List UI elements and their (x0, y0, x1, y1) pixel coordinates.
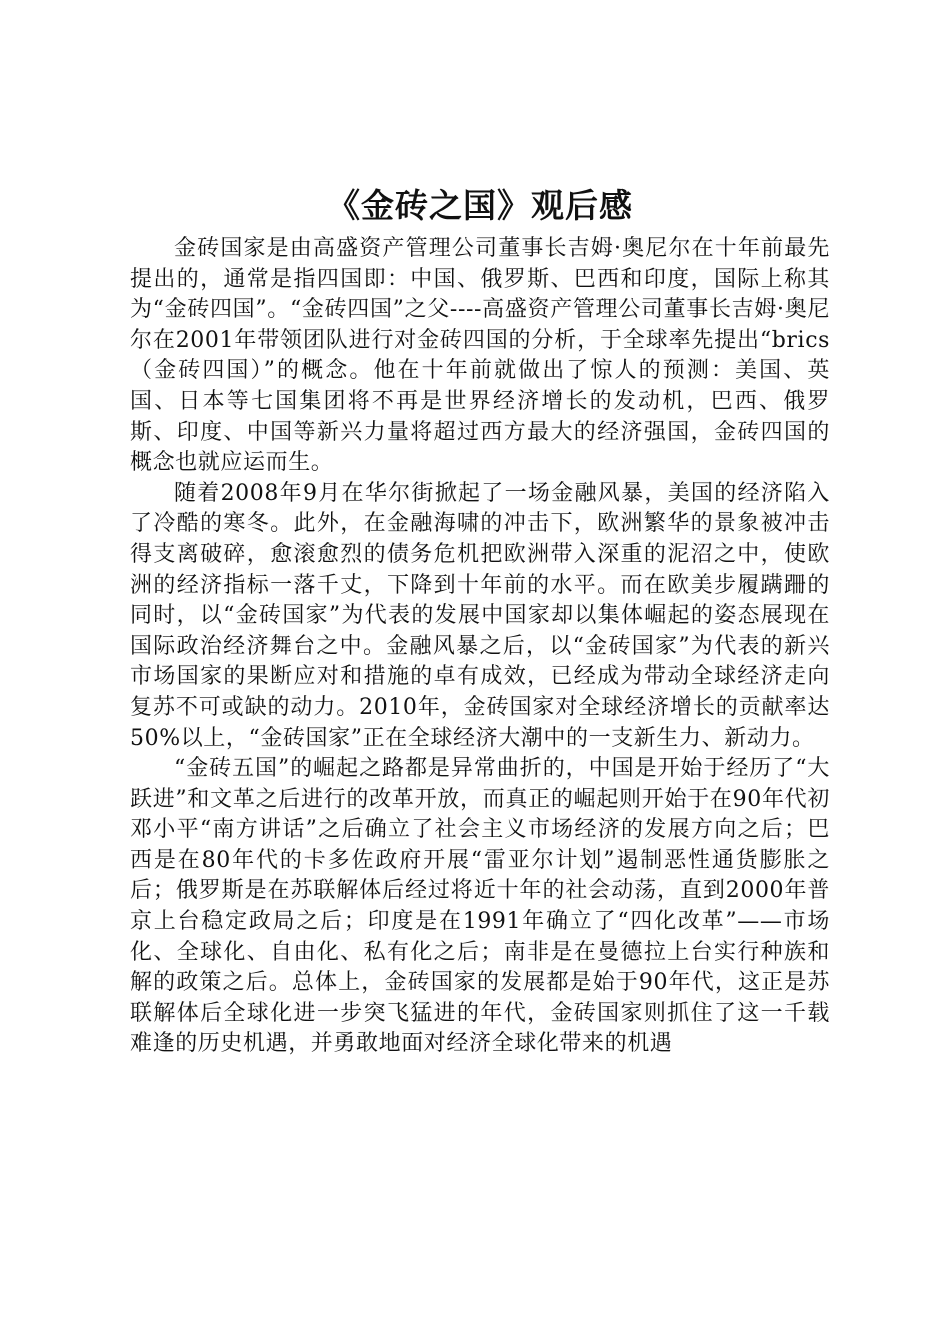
paragraph-2: 随着2008年9月在华尔街掀起了一场金融风暴，美国的经济陷入了冷酷的寒冬。此外，在金融海啸的冲击下，欧洲繁华的景象被冲击得支离破碎，愈滚愈烈的债务危机把欧洲带入深重的泥沼之中，使欧洲的经济指标一落千丈，下降到十年前的水平。而在欧美步履蹒跚的同时，以“金砖国家”为代表的发展中国家却以集体崛起的姿态展现在国际政治经济舞台之中。金融风暴之后，以“金砖国家”为代表的新兴市场国家的果断应对和措施的卓有成效，已经成为带动全球经济走向复苏不可或缺的动力。2010年，金砖国家对全球经济增长的贡献率达50%以上，“金砖国家”正在全球经济大潮中的一支新生力、新动力。 (130, 480, 830, 751)
paragraph-3: “金砖五国”的崛起之路都是异常曲折的，中国是开始于经历了“大跃进”和文革之后进行的改革开放，而真正的崛起则开始于在90年代初邓小平“南方讲话”之后确立了社会主义市场经济的发展方向之后；巴西是在80年代的卡多佐政府开展“雷亚尔计划”遏制恶性通货膨胀之后；俄罗斯是在苏联解体后经过将近十年的社会动荡，直到2000年普京上台稳定政局之后；印度是在1991年确立了“四化改革”——市场化、全球化、自由化、私有化之后；南非是在曼德拉上台实行种族和解的政策之后。总体上，金砖国家的发展都是始于90年代，这正是苏联解体后全球化进一步突飞猛进的年代，金砖国家则抓住了这一千载难逢的历史机遇，并勇敢地面对经济全球化带来的机遇 (130, 756, 830, 1057)
document-page (130, 178, 830, 1060)
paragraph-1: 金砖国家是由高盛资产管理公司董事长吉姆·奥尼尔在十年前最先提出的，通常是指四国即：中国、俄罗斯、巴西和印度，国际上称其为“金砖四国”。“金砖四国”之父----高盛资产管理公司董事长吉姆·奥尼尔在2001年带领团队进行对金砖四国的分析，于全球率先提出“brics（金砖四国）”的概念。他在十年前就做出了惊人的预测：美国、英国、日本等七国集团将不再是世界经济增长的发动机，巴西、俄罗斯、印度、中国等新兴力量将超过西方最大的经济强国，金砖四国的概念也就应运而生。 (130, 236, 830, 476)
document-title: 《金砖之国》观后感 (327, 186, 633, 225)
document-body (130, 234, 830, 1060)
